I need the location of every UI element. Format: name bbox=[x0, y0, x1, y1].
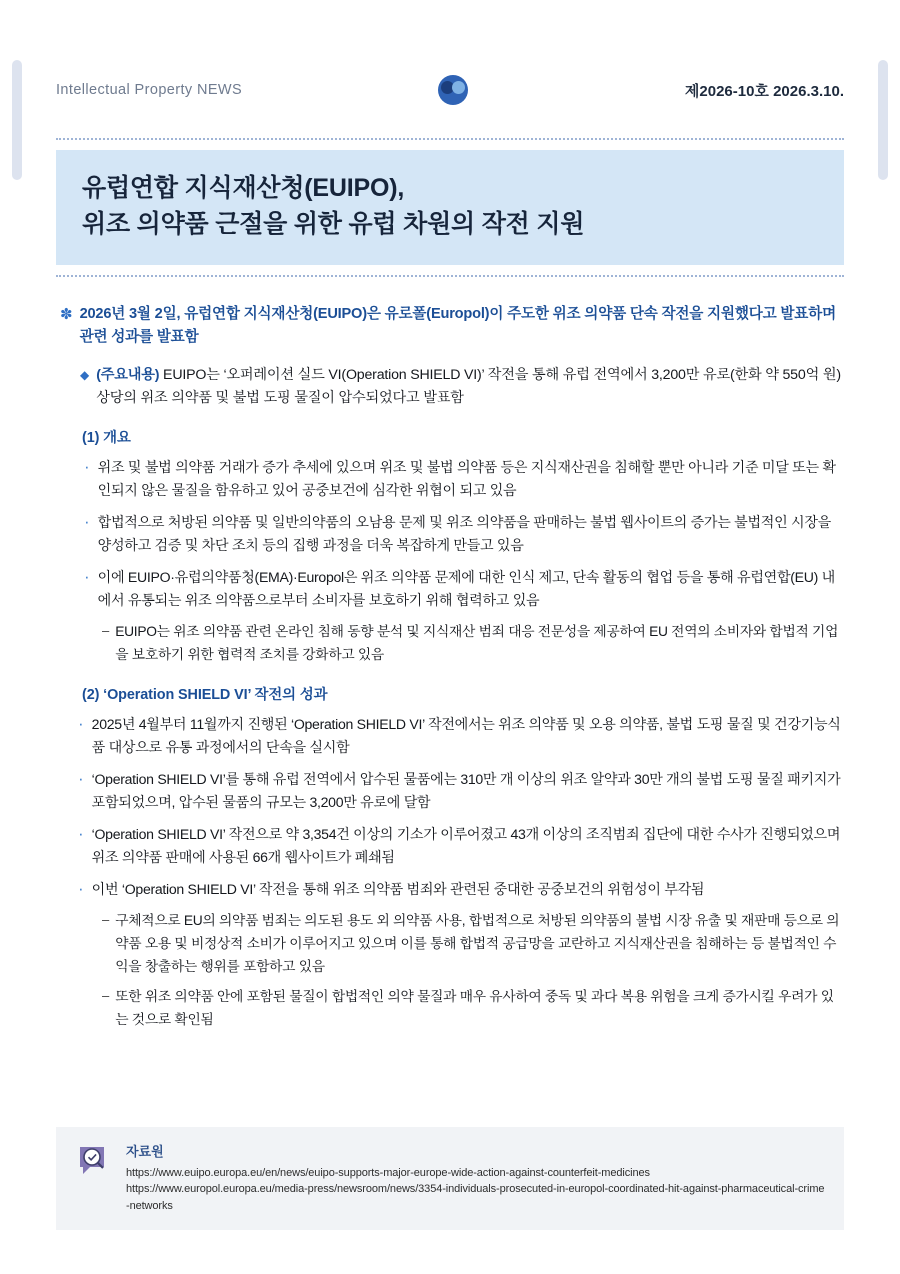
bullet-dot-icon: · bbox=[84, 512, 90, 531]
list-item bbox=[78, 823, 844, 869]
source-title: 자료원 bbox=[126, 1143, 164, 1159]
summary-item bbox=[80, 364, 844, 410]
summary-text bbox=[96, 364, 844, 410]
article-body bbox=[56, 303, 844, 1032]
list-item bbox=[84, 511, 844, 557]
brand-title: Intellectual Property NEWS bbox=[56, 82, 243, 98]
sub-list-item-text: 또한 위조 의약품 안에 포함된 물질이 합법적인 의약 물질과 매우 유사하여 중독 및 과다 복용 위험을 크게 증가시킬 우려가 있는 것으로 확인됨 bbox=[115, 989, 834, 1027]
issue-label: 제2026-10호 2026.3.10. bbox=[684, 82, 844, 100]
list-item bbox=[78, 713, 844, 759]
list-item-text: 합법적으로 처방된 의약품 및 일반의약품의 오남용 문제 및 위조 의약품을 판매하는 불법 웹사이트의 증가는 불법적인 시장을 양성하고 검증 및 차단 조치 등의 집행 과정을 더욱 복잡하게 만들고 있음 bbox=[97, 514, 831, 554]
section-2-heading: (2) ‘Operation SHIELD VI’ 작전의 성과 bbox=[82, 686, 328, 703]
magnifier-check-icon bbox=[74, 1141, 118, 1181]
section-1-heading: (1) 개요 bbox=[82, 429, 131, 446]
summary-body-text: EUIPO는 ‘오퍼레이션 실드 VI(Operation SHIELD VI)’ 작전을 통해 유럽 전역에서 3,200만 유로(한화 약 550억 원) 상당의 위조 의약품 및 불법 도핑 물질이 압수되었다고 발표함 bbox=[96, 366, 841, 406]
title-band bbox=[56, 138, 844, 277]
summary-lead-label: (주요내용) bbox=[96, 366, 160, 383]
sub-list-item bbox=[102, 910, 844, 978]
two-circles-logo-icon bbox=[438, 75, 468, 105]
bullet-dot-icon: · bbox=[78, 768, 84, 788]
sub-list-item-text: 구체적으로 EU의 의약품 범죄는 의도된 용도 외 의약품 사용, 합법적으로 처방된 의약품의 불법 시장 유출 및 재판매 등으로 의약품 오용 및 비정상적 소비가 이루어지고 있으며 이를 통해 합법적 공급망을 교란하고 지식재산권을 침해하는 등 불법적인 수익을 창출하는 행위를 포함하고 있음 bbox=[115, 913, 840, 974]
dash-marker-icon: – bbox=[102, 988, 110, 1004]
source-texts bbox=[126, 1141, 826, 1215]
bullet-dot-icon: · bbox=[84, 456, 90, 476]
source-footer bbox=[56, 1127, 844, 1231]
list-item-text: 위조 및 불법 의약품 거래가 증가 추세에 있으며 위조 및 불법 의약품 등은 지식재산권을 침해할 뿐만 아니라 기준 미달 또는 확인되지 않은 물질을 함유하고 있어 공중보건에 심각한 위협이 되고 있음 bbox=[97, 458, 836, 498]
asterisk-marker-icon: ✽ bbox=[60, 305, 73, 323]
headline-item bbox=[60, 303, 844, 350]
source-link-1[interactable]: https://www.euipo.europa.eu/en/news/euipo-supports-major-europe-wide-action-against-counterfeit-medicines bbox=[126, 1166, 650, 1179]
page-title-line1: 유럽연합 지식재산청(EUIPO), bbox=[82, 174, 405, 202]
headline-text: 2026년 3월 2일, 유럽연합 지식재산청(EUIPO)은 유로폴(Europol)이 주도한 위조 의약품 단속 작전을 지원했다고 발표하며 관련 성과를 발표함 bbox=[79, 305, 836, 346]
list-item-text: 2025년 4월부터 11월까지 진행된 ‘Operation SHIELD VI’ 작전에서는 위조 의약품 및 오용 의약품, 불법 도핑 물질 및 건강기능식품 대상으로 유통 과정에서의 단속을 실시함 bbox=[91, 715, 841, 755]
list-item bbox=[84, 456, 844, 502]
list-item bbox=[78, 878, 844, 901]
page-title bbox=[56, 150, 844, 265]
list-item bbox=[84, 566, 844, 612]
diamond-marker-icon: ◆ bbox=[80, 367, 90, 382]
page-container bbox=[56, 0, 844, 1274]
list-item-text: 이번 ‘Operation SHIELD VI’ 작전을 통해 위조 의약품 범죄와 관련된 중대한 공중보건의 위험성이 부각됨 bbox=[91, 881, 705, 898]
left-decoration-bar bbox=[12, 60, 22, 180]
bullet-dot-icon: · bbox=[78, 824, 84, 844]
bullet-dot-icon: · bbox=[78, 879, 84, 899]
sub-list-item-text: EUIPO는 위조 의약품 관련 온라인 침해 동향 분석 및 지식재산 범죄 대응 전문성을 제공하여 EU 전역의 소비자와 합법적 기업을 보호하기 위한 협력적 조치를 강화하고 있음 bbox=[115, 624, 839, 663]
page-title-line2: 위조 의약품 근절을 위한 유럽 차원의 작전 지원 bbox=[82, 210, 585, 239]
list-item-text: ‘Operation SHIELD VI’를 통해 유럽 전역에서 압수된 물품에는 310만 개 이상의 위조 알약과 30만 개의 불법 도핑 물질 패키지가 포함되었으며, 압수된 물품의 규모는 3,200만 유로에 달함 bbox=[91, 770, 841, 811]
right-decoration-bar bbox=[878, 60, 888, 180]
bullet-dot-icon: · bbox=[78, 713, 84, 733]
sub-list-item bbox=[102, 621, 844, 666]
dash-marker-icon: – bbox=[102, 912, 110, 928]
list-item-text: 이에 EUIPO·유럽의약품청(EMA)·Europol은 위조 의약품 문제에 대한 인식 제고, 단속 활동의 협업 등을 통해 유럽연합(EU) 내에서 유통되는 위조 의약품으로부터 소비자를 보호하기 위해 협력하고 있음 bbox=[97, 569, 835, 609]
list-item-text: ‘Operation SHIELD VI’ 작전으로 약 3,354건 이상의 기소가 이루어졌고 43개 이상의 조직범죄 집단에 대한 수사가 진행되었으며 위조 의약품 판매에 사용된 66개 웹사이트가 폐쇄됨 bbox=[91, 826, 841, 866]
masthead bbox=[56, 0, 844, 122]
dash-marker-icon: – bbox=[102, 623, 110, 639]
bullet-dot-icon: · bbox=[84, 567, 90, 587]
source-link-2[interactable]: https://www.europol.europa.eu/media-press/newsroom/news/3354-individuals-prosecuted-in-europol-coordinated-hit-against-pharmaceutical-crime-networks bbox=[126, 1183, 825, 1212]
list-item bbox=[78, 768, 844, 814]
sub-list-item bbox=[102, 986, 844, 1031]
